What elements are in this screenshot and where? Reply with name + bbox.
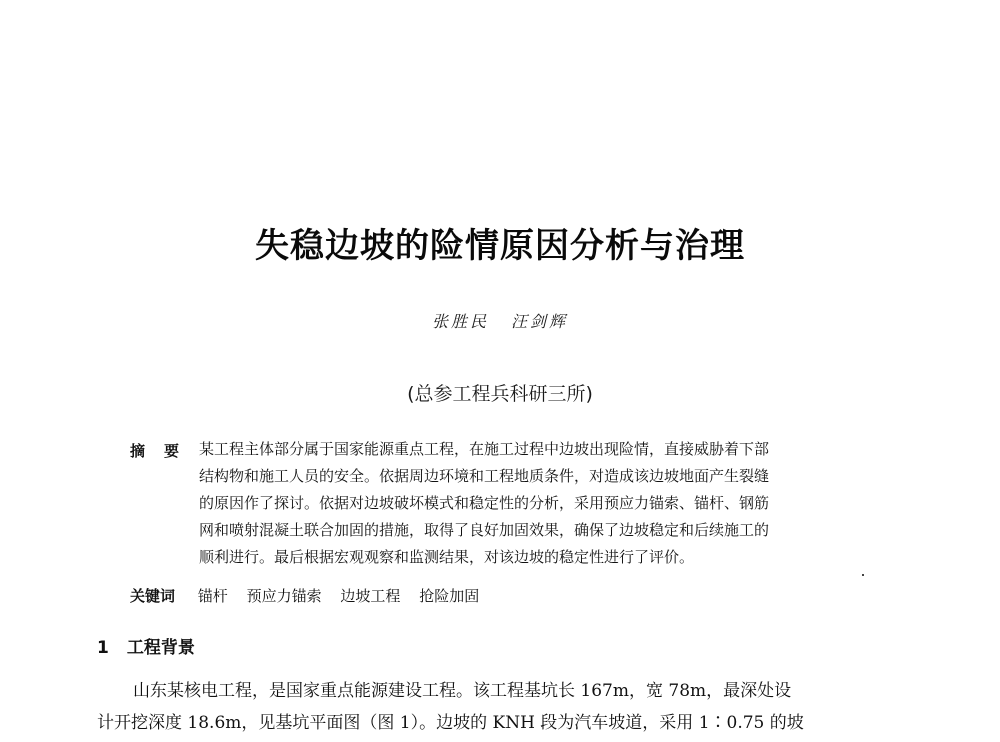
abstract-label: 摘要 [130, 442, 199, 460]
keyword: 预应力锚索 [246, 587, 322, 605]
abstract-line: 结构物和施工人员的安全。依据周边环境和工程地质条件，对造成该边坡地面产生裂缝 [199, 467, 770, 485]
keyword: 锚杆 [197, 587, 228, 605]
paper-title: 失稳边坡的险情原因分析与治理 [255, 226, 745, 266]
body-line: 计开挖深度 18.6m，见基坑平面图（图 1）。边坡的 KNH 段为汽车坡道，采用 1∶0.75 的坡 [97, 713, 804, 733]
abstract-line: 网和喷射混凝土联合加固的措施，取得了良好加固效果，确保了边坡稳定和后续施工的 [199, 521, 770, 539]
affiliation: (总参工程兵科研三所) [407, 383, 593, 405]
author-name: 汪剑辉 [511, 312, 569, 331]
section-body [97, 675, 909, 739]
keywords-label: 关键词 [130, 587, 176, 605]
abstract-line: 顺利进行。最后根据宏观观察和监测结果，对该边坡的稳定性进行了评价。 [199, 548, 695, 566]
keywords [130, 585, 493, 606]
abstract-line: 的原因作了探讨。依据对边坡破坏模式和稳定性的分析，采用预应力锚索、锚杆、钢筋 [199, 494, 770, 512]
keyword: 边坡工程 [340, 587, 401, 605]
abstract-line: 某工程主体部分属于国家能源重点工程，在施工过程中边坡出现险情，直接威胁着下部 [199, 440, 770, 458]
abstract-body [199, 436, 867, 571]
section-heading [97, 633, 195, 658]
author-name: 张胜民 [431, 312, 489, 331]
keyword: 抢险加固 [419, 587, 480, 605]
body-line: 山东某核电工程，是国家重点能源建设工程。该工程基坑长 167m，宽 78m，最深处设 [133, 681, 792, 701]
section-number: 1 [97, 638, 109, 658]
author-list [0, 309, 1000, 332]
section-title: 工程背景 [126, 638, 195, 658]
scan-speck [862, 574, 864, 576]
